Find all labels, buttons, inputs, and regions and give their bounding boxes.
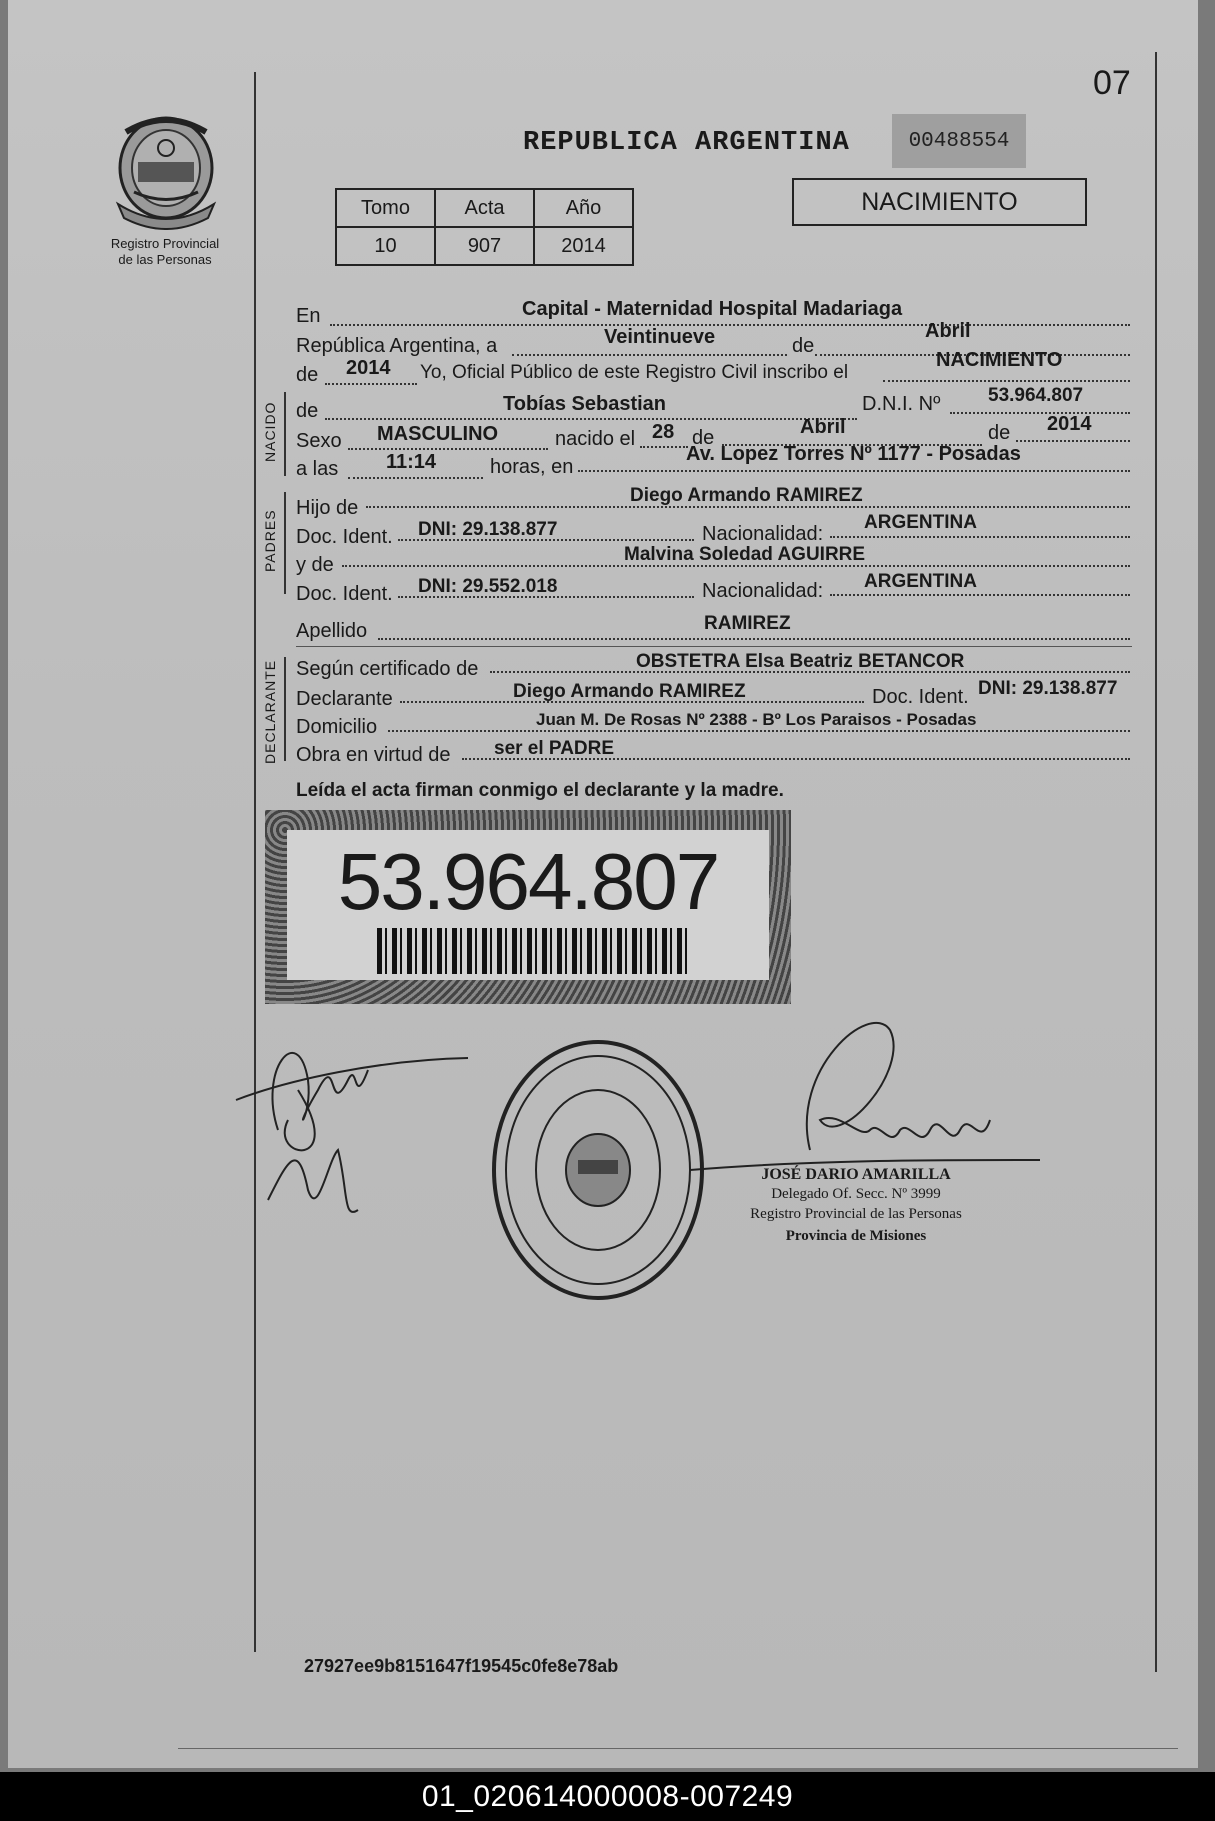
declarante-label: Declarante <box>296 688 393 710</box>
declarante-doc: DNI: 29.138.877 <box>978 678 1118 699</box>
dotted-line <box>830 536 1130 538</box>
footer-band <box>0 1772 1215 1821</box>
left-margin-line <box>254 72 256 1652</box>
official-role: Delegado Of. Secc. Nº 3999 <box>771 1186 941 1202</box>
crest-caption-line1: Registro Provincial <box>110 236 220 251</box>
en-label: En <box>296 305 321 327</box>
obra-label: Obra en virtud de <box>296 744 451 766</box>
father-doc: DNI: 29.138.877 <box>418 519 558 540</box>
dotted-line <box>1016 440 1130 442</box>
birth-address: Av. Lopez Torres Nº 1177 - Posadas <box>686 443 1021 465</box>
id-sticker-number: 53.964.807 <box>337 837 719 926</box>
page-number: 07 <box>1093 64 1131 102</box>
declarante-section-label: DECLARANTE <box>262 659 278 764</box>
birth-month: Abril <box>800 416 846 438</box>
de-label-2: de <box>692 427 715 449</box>
value-acta: 907 <box>435 227 534 265</box>
nacido-bracket <box>284 392 286 476</box>
year: 2014 <box>346 357 391 379</box>
closing-statement: Leída el acta firman conmigo el declarante y la madre. <box>296 780 784 801</box>
serial-number: 00488554 <box>892 114 1026 168</box>
header-tomo: Tomo <box>336 189 435 227</box>
dotted-line <box>348 448 548 450</box>
nacido-el-label: nacido el <box>555 428 636 450</box>
declarante-name: Diego Armando RAMIREZ <box>513 681 746 702</box>
dotted-line <box>348 477 483 479</box>
father-name: Diego Armando RAMIREZ <box>630 485 863 506</box>
official-name: JOSÉ DARIO AMARILLA <box>761 1166 951 1183</box>
dotted-line <box>512 354 787 356</box>
mother-nationality: ARGENTINA <box>864 571 977 592</box>
official-office: Registro Provincial de las Personas <box>750 1206 962 1222</box>
day-in-words: Veintinueve <box>604 326 716 348</box>
dotted-line <box>950 412 1130 414</box>
inscription-type: NACIMIENTO <box>936 349 1063 371</box>
registry-table-values <box>336 227 633 265</box>
official-signature-icon <box>690 1010 1050 1190</box>
value-tomo: 10 <box>336 227 435 265</box>
id-sticker-label <box>287 830 769 980</box>
year-de-label: de <box>296 364 319 386</box>
province-crest-icon <box>104 112 228 230</box>
hijo-de-label: Hijo de <box>296 497 359 519</box>
padres-bracket <box>284 492 286 594</box>
dotted-line <box>640 446 688 448</box>
official-text: Yo, Oficial Público de este Registro Civil inscribo el <box>420 362 849 383</box>
mother-name: Malvina Soledad AGUIRRE <box>624 544 866 565</box>
header-acta: Acta <box>435 189 534 227</box>
child-name: Tobías Sebastian <box>503 393 667 415</box>
father-nationality: ARGENTINA <box>864 512 977 533</box>
sexo-value: MASCULINO <box>377 423 499 445</box>
bottom-rule <box>178 1748 1178 1749</box>
child-dni: 53.964.807 <box>988 385 1084 406</box>
birth-time: 11:14 <box>386 451 437 473</box>
section-divider <box>296 646 1132 647</box>
document-title: REPUBLICA ARGENTINA <box>523 128 850 158</box>
document-hash: 27927ee9b8151647f19545c0fe8e78ab <box>304 1656 619 1676</box>
de-label: de <box>792 335 815 357</box>
birth-day: 28 <box>652 421 675 443</box>
republica-label: República Argentina, a <box>296 335 498 357</box>
dotted-line <box>578 470 1130 472</box>
y-de-label: y de <box>296 554 334 576</box>
mother-doc: DNI: 29.552.018 <box>418 576 558 597</box>
record-type-box: NACIMIENTO <box>792 178 1087 226</box>
mother-doc-label: Doc. Ident. <box>296 583 393 605</box>
de-label-3: de <box>988 422 1011 444</box>
declarant-signature-icon <box>228 960 478 1240</box>
declarante-bracket <box>284 657 286 761</box>
crest-caption <box>95 236 235 268</box>
dotted-line <box>388 730 1130 732</box>
dotted-line <box>325 383 417 385</box>
month: Abril <box>925 320 971 342</box>
registry-table-header <box>336 189 633 227</box>
horas-label: horas, en <box>490 456 574 478</box>
dotted-line <box>378 638 1130 640</box>
nacido-section-label: NACIDO <box>262 401 278 462</box>
apellido-label: Apellido <box>296 620 368 642</box>
padres-section-label: PADRES <box>262 509 278 572</box>
dotted-line <box>325 418 857 420</box>
dotted-line <box>883 380 1130 382</box>
registry-table <box>335 188 634 266</box>
birth-year: 2014 <box>1047 413 1092 435</box>
certificado-label: Según certificado de <box>296 658 479 680</box>
nacido-de-label: de <box>296 400 319 422</box>
official-province: Provincia de Misiones <box>785 1228 927 1244</box>
father-doc-label: Doc. Ident. <box>296 526 393 548</box>
sexo-label: Sexo <box>296 430 342 452</box>
certificado-value: OBSTETRA Elsa Beatriz BETANCOR <box>636 651 965 672</box>
official-seal-icon <box>488 1038 708 1303</box>
dotted-line <box>830 594 1130 596</box>
dotted-line <box>330 324 1130 326</box>
right-margin-line <box>1155 52 1157 1672</box>
birth-place-institution: Capital - Maternidad Hospital Madariaga <box>522 298 903 320</box>
crest-caption-line2: de las Personas <box>118 252 212 267</box>
declarante-doc-label: Doc. Ident. <box>872 686 969 708</box>
mother-nationality-label: Nacionalidad: <box>702 580 824 602</box>
footer-id: 01_020614000008-007249 <box>421 1779 794 1813</box>
domicilio-label: Domicilio <box>296 716 378 738</box>
a-las-label: a las <box>296 458 339 480</box>
dni-label: D.N.I. Nº <box>862 393 941 415</box>
header-anio: Año <box>534 189 633 227</box>
father-nationality-label: Nacionalidad: <box>702 523 824 545</box>
obra-value: ser el PADRE <box>494 738 615 759</box>
domicilio-value: Juan M. De Rosas Nº 2388 - Bº Los Paraisos - Posadas <box>536 710 977 729</box>
value-anio: 2014 <box>534 227 633 265</box>
apellido-value: RAMIREZ <box>704 613 791 634</box>
